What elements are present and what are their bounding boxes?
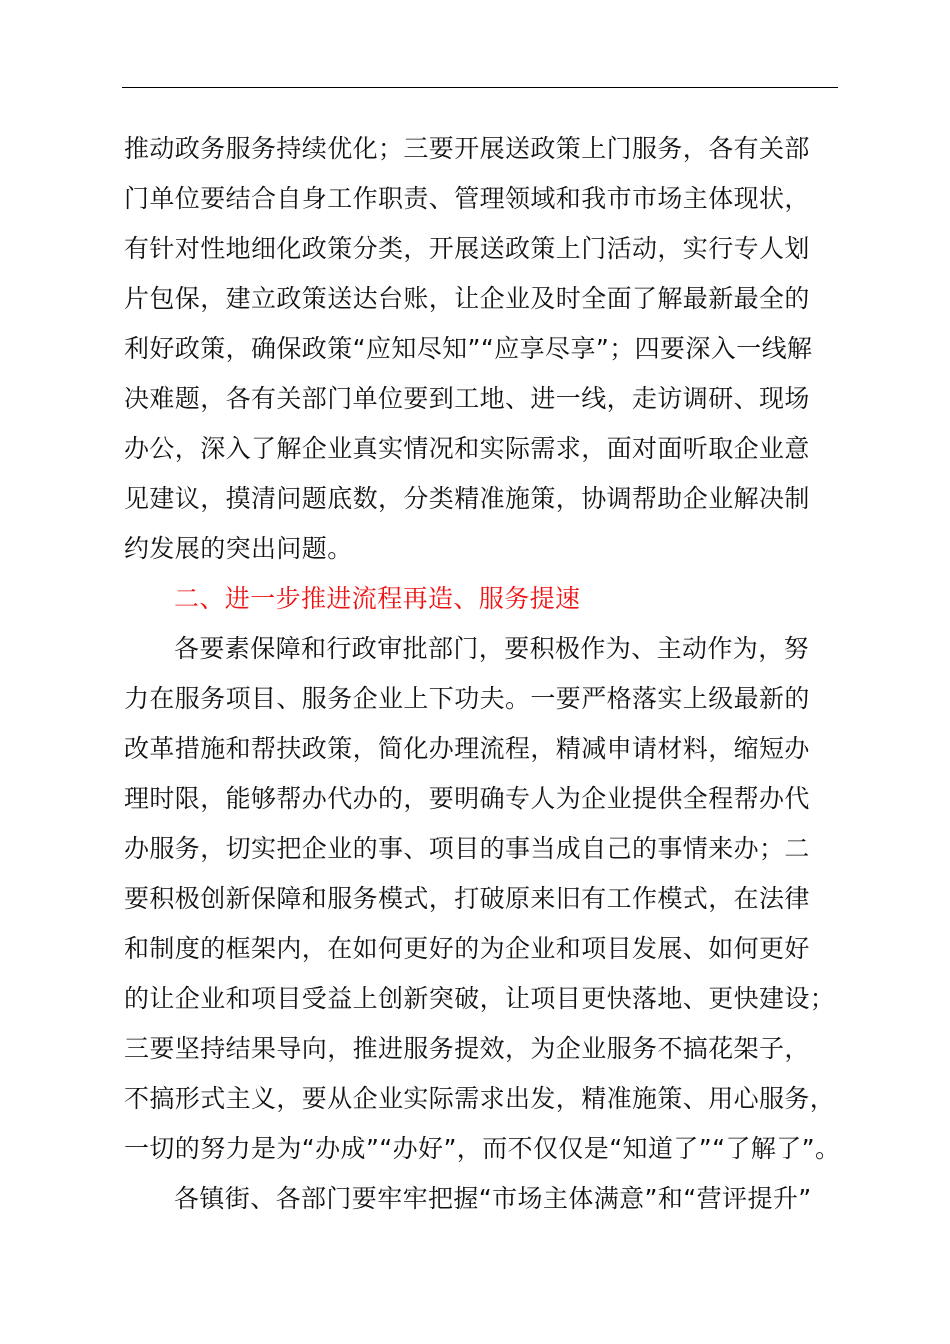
section-heading: 二、进一步推进流程再造、服务提速 xyxy=(174,584,581,613)
text-line: 门单位要结合自身工作职责、管理领域和我市市场主体现状， xyxy=(124,184,810,213)
text-line: 的让企业和项目受益上创新突破，让项目更快落地、更快建设； xyxy=(124,984,836,1013)
text-line: 一切的努力是为“办成”“办好”，而不仅仅是“知道了”“了解了”。 xyxy=(124,1134,841,1163)
text-line: 有针对性地细化政策分类，开展送政策上门活动，实行专人划 xyxy=(124,234,810,263)
text-line: 改革措施和帮扶政策，简化办理流程，精减申请材料，缩短办 xyxy=(124,734,810,763)
section2-paragraph xyxy=(124,624,884,1174)
text-line: 力在服务项目、服务企业上下功夫。一要严格落实上级最新的 xyxy=(124,684,810,713)
section1-paragraph-tail xyxy=(124,124,884,574)
section2-paragraph-next xyxy=(124,1174,884,1224)
text-line: 见建议，摸清问题底数，分类精准施策，协调帮助企业解决制 xyxy=(124,484,810,513)
text-line: 片包保，建立政策送达台账，让企业及时全面了解最新最全的 xyxy=(124,284,810,313)
text-line: 推动政务服务持续优化；三要开展送政策上门服务，各有关部 xyxy=(124,134,810,163)
text-line: 利好政策，确保政策“应知尽知”“应享尽享”；四要深入一线解 xyxy=(124,334,813,363)
text-line: 决难题，各有关部门单位要到工地、进一线，走访调研、现场 xyxy=(124,384,810,413)
text-line: 各要素保障和行政审批部门，要积极作为、主动作为，努 xyxy=(174,634,810,663)
text-line: 和制度的框架内，在如何更好的为企业和项目发展、如何更好 xyxy=(124,934,810,963)
text-line: 各镇街、各部门要牢牢把握“市场主体满意”和“营评提升” xyxy=(174,1184,812,1213)
text-line: 约发展的突出问题。 xyxy=(124,534,353,563)
header-rule xyxy=(122,87,838,88)
text-line: 三要坚持结果导向，推进服务提效，为企业服务不搞花架子， xyxy=(124,1034,810,1063)
text-line: 理时限，能够帮办代办的，要明确专人为企业提供全程帮办代 xyxy=(124,784,810,813)
text-line: 不搞形式主义，要从企业实际需求出发，精准施策、用心服务， xyxy=(124,1084,836,1113)
text-line: 办公，深入了解企业真实情况和实际需求，面对面听取企业意 xyxy=(124,434,810,463)
text-line: 要积极创新保障和服务模式，打破原来旧有工作模式，在法律 xyxy=(124,884,810,913)
document-body xyxy=(124,124,884,1224)
text-line: 办服务，切实把企业的事、项目的事当成自己的事情来办；二 xyxy=(124,834,810,863)
